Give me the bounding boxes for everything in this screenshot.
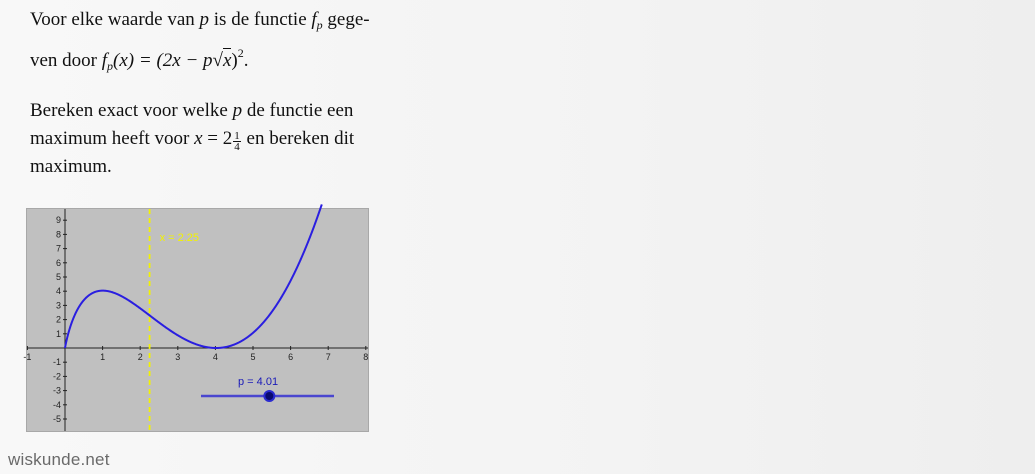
math-p: p xyxy=(232,100,243,121)
problem-text xyxy=(30,6,420,198)
text-fragment: is de functie xyxy=(209,9,312,30)
text-fragment: de functie een xyxy=(242,100,354,121)
y-tick-label: -5 xyxy=(52,414,61,424)
text-fragment: gege- xyxy=(322,9,370,30)
math-f: f xyxy=(101,50,108,71)
math-subscript: p xyxy=(107,59,114,73)
y-tick-label: 2 xyxy=(55,314,61,325)
math-p: p xyxy=(199,9,210,30)
math-paren: ) xyxy=(231,50,238,71)
y-tick-label: 1 xyxy=(55,328,61,339)
math-subscript: p xyxy=(316,18,323,32)
slider-label: p = 4.01 xyxy=(238,376,279,388)
problem-question xyxy=(30,97,420,181)
y-tick-label: 5 xyxy=(55,272,61,282)
y-tick-label: 8 xyxy=(55,229,61,240)
x-tick-label: 4 xyxy=(212,352,218,362)
function-graph[interactable] xyxy=(23,208,369,432)
x-tick-label: 1 xyxy=(100,352,106,362)
y-tick-label: 6 xyxy=(55,257,61,268)
y-tick-label: -1 xyxy=(52,357,61,368)
fraction-numerator: 1 xyxy=(234,130,240,142)
y-tick-label: 9 xyxy=(55,215,61,226)
y-tick-label: 4 xyxy=(55,286,61,297)
y-tick-label: -3 xyxy=(52,385,61,396)
x-tick-label: 8 xyxy=(363,352,369,362)
text-fragment: Voor elke waarde van xyxy=(30,9,200,30)
vertical-line-label: x = 2.25 xyxy=(159,232,200,244)
math-x: x xyxy=(194,128,203,149)
text-fragment: Bereken exact voor welke xyxy=(30,100,233,121)
fraction xyxy=(233,131,241,152)
math-expression: (x) = (2x − p xyxy=(113,50,213,71)
x-tick-label: 7 xyxy=(325,352,331,362)
text-fragment: maximum. xyxy=(30,156,112,177)
y-tick-label: -2 xyxy=(52,371,61,382)
problem-definition xyxy=(30,6,420,80)
x-tick-label: -1 xyxy=(23,352,32,362)
math-f: f xyxy=(311,9,317,30)
y-tick-label: 7 xyxy=(55,243,61,254)
x-tick-label: 3 xyxy=(175,352,181,362)
x-tick-label: 5 xyxy=(250,352,256,362)
text-fragment: en bereken dit xyxy=(241,128,355,149)
text-fragment: . xyxy=(243,50,249,71)
math-expression: = 2 xyxy=(202,128,233,149)
math-exponent: 2 xyxy=(237,46,244,60)
watermark-logo: wiskunde.net xyxy=(8,450,110,469)
slider-knob[interactable] xyxy=(264,391,274,401)
y-tick-label: -4 xyxy=(52,399,61,410)
graph-canvas[interactable] xyxy=(23,209,369,431)
function-curve[interactable] xyxy=(65,204,322,348)
text-fragment: ven door xyxy=(30,50,102,71)
fraction-denominator: 4 xyxy=(234,141,240,153)
x-tick-label: 2 xyxy=(137,352,143,362)
text-fragment: maximum heeft voor xyxy=(30,128,195,149)
sqrt-argument: x xyxy=(222,50,232,71)
x-tick-label: 6 xyxy=(288,352,294,362)
sqrt-symbol: √ xyxy=(212,50,223,71)
y-tick-label: 3 xyxy=(55,300,61,311)
